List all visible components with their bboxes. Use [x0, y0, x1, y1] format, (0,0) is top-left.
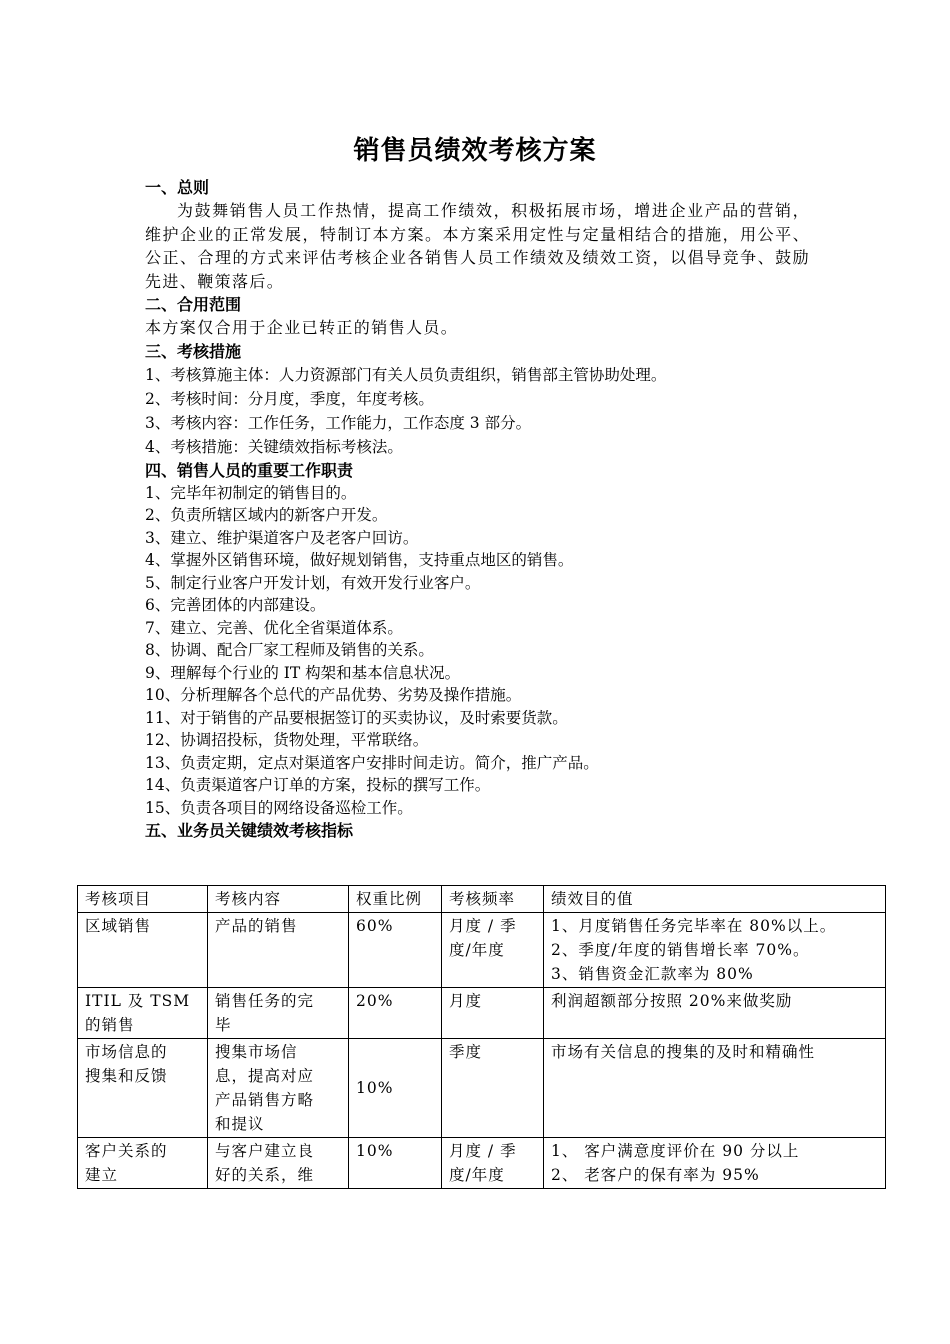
cell-item: 客户关系的 建立 — [78, 1138, 208, 1189]
duty-item: 15、负责各项目的网络设备巡检工作。 — [145, 798, 413, 817]
cell-item: ITIL 及 TSM 的销售 — [78, 988, 208, 1039]
duty-item: 7、建立、完善、优化全省渠道体系。 — [145, 618, 403, 637]
duty-item: 5、制定行业客户开发计划，有效开发行业客户。 — [145, 573, 481, 592]
cell-content: 产品的销售 — [208, 913, 349, 988]
general-paragraph: 为鼓舞销售人员工作热情，提高工作绩效，积极拓展市场，增进企业产品的营销，维护企业的正常发展，特制订本方案。本方案采用定性与定量相结合的措施，用公平、公正、合理的方式来评估考核企业各销售人员工作绩效及绩效工资，以倡导竞争、鼓励先进、鞭策落后。 — [145, 201, 810, 291]
section-heading-kpi: 五、业务员关键绩效考核指标 — [145, 821, 354, 840]
duty-item: 1、完毕年初制定的销售目的。 — [145, 483, 357, 502]
cell-frequency: 月度 / 季 度/年度 — [442, 1138, 544, 1189]
duty-item: 2、负责所辖区域内的新客户开发。 — [145, 506, 388, 524]
cell-target: 利润超额部分按照 20%来做奖励 — [544, 988, 886, 1039]
section-heading-measures: 三、考核措施 — [145, 341, 242, 361]
cell-content: 销售任务的完 毕 — [208, 988, 349, 1039]
measure-item: 3、考核内容：工作任务，工作能力，工作态度 3 部分。 — [145, 413, 532, 432]
document-title: 销售员绩效考核方案 — [353, 136, 597, 166]
column-header: 考核项目 — [78, 886, 208, 913]
scope-paragraph: 本方案仅合用于企业已转正的销售人员。 — [145, 318, 459, 337]
cell-target: 1、月度销售任务完毕率在 80%以上。 2、季度/年度的销售增长率 70%。 3、销售资金汇款率为 80% — [544, 913, 886, 988]
kpi-table — [77, 885, 886, 1189]
measure-item: 1、考核算施主体：人力资源部门有关人员负责组织，销售部主管协助处理。 — [145, 365, 667, 384]
cell-content: 与客户建立良 好的关系，维 — [208, 1138, 349, 1189]
measure-item: 4、考核措施：关键绩效指标考核法。 — [145, 437, 403, 456]
duty-item: 6、完善团体的内部建设。 — [145, 596, 326, 614]
column-header: 考核频率 — [442, 886, 544, 913]
cell-weight: 10% — [349, 1138, 442, 1189]
table-row — [78, 988, 886, 1039]
cell-weight: 20% — [349, 988, 442, 1039]
duty-item: 12、协调招投标，货物处理，平常联络。 — [145, 731, 429, 749]
section-heading-scope: 二、合用范围 — [145, 295, 242, 314]
duty-item: 10、分析理解各个总代的产品优势、劣势及操作措施。 — [145, 686, 522, 704]
cell-frequency: 季度 — [442, 1039, 544, 1138]
column-header: 考核内容 — [208, 886, 349, 913]
measure-item: 2、考核时间：分月度，季度，年度考核。 — [145, 389, 434, 408]
document-body — [145, 176, 810, 842]
cell-item: 市场信息的 搜集和反馈 — [78, 1039, 208, 1138]
duty-item: 3、建立、维护渠道客户及老客户回访。 — [145, 528, 419, 547]
duty-item: 13、负责定期，定点对渠道客户安排时间走访。简介，推广产品。 — [145, 753, 599, 772]
cell-content: 搜集市场信 息，提高对应 产品销售方略 和提议 — [208, 1039, 349, 1138]
section-heading-general: 一、总则 — [145, 178, 210, 197]
duty-item: 11、对于销售的产品要根据签订的买卖协议，及时索要货款。 — [145, 708, 568, 727]
duty-item: 9、理解每个行业的 IT 构架和基本信息状况。 — [145, 663, 461, 682]
cell-target: 1、 客户满意度评价在 90 分以上 2、 老客户的保有率为 95% — [544, 1138, 886, 1189]
cell-weight: 60% — [349, 913, 442, 988]
duty-item: 4、掌握外区销售环境，做好规划销售，支持重点地区的销售。 — [145, 551, 574, 569]
cell-frequency: 月度 / 季 度/年度 — [442, 913, 544, 988]
cell-item: 区域销售 — [78, 913, 208, 988]
cell-frequency: 月度 — [442, 988, 544, 1039]
section-heading-duties: 四、销售人员的重要工作职责 — [145, 460, 354, 480]
cell-weight: 10% — [349, 1039, 442, 1138]
table-row — [78, 913, 886, 988]
table-row — [78, 1138, 886, 1189]
column-header: 权重比例 — [349, 886, 442, 913]
table-header-row — [78, 886, 886, 913]
duty-item: 14、负责渠道客户订单的方案，投标的撰写工作。 — [145, 776, 491, 794]
table-row — [78, 1039, 886, 1138]
column-header: 绩效目的值 — [544, 886, 886, 913]
duty-item: 8、协调、配合厂家工程师及销售的关系。 — [145, 641, 434, 659]
cell-target: 市场有关信息的搜集的及时和精确性 — [544, 1039, 886, 1138]
